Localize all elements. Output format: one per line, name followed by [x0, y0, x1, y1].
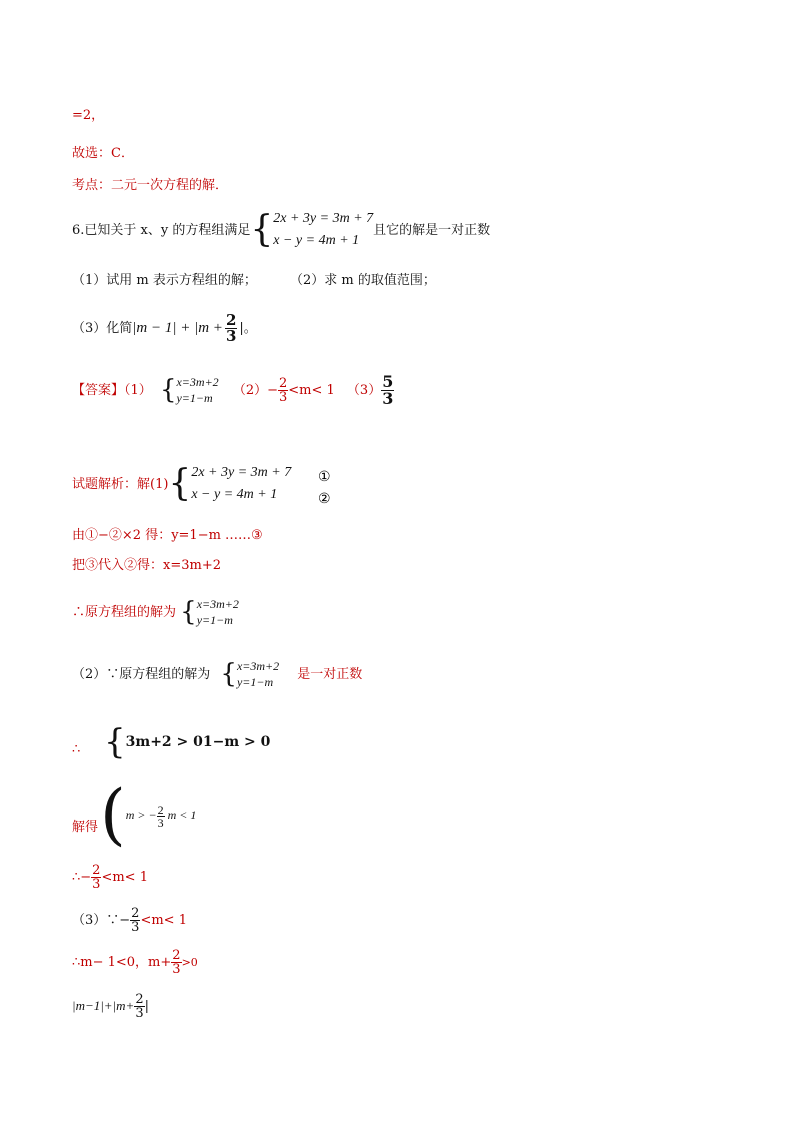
step-10-frac-d: 3 — [135, 1006, 144, 1021]
step-9-frac-d: 3 — [172, 962, 181, 977]
step-8-frac-n: 2 — [131, 906, 140, 921]
step-4-eq1: x=3m+2 — [236, 659, 280, 673]
step-4-eq2: y=1−m — [236, 675, 274, 689]
step-5-eq1: 3m+2 > 0 — [125, 733, 203, 750]
answer-2-range: <m< 1 — [288, 382, 335, 398]
question-6-eq2: x − y = 4m + 1 — [273, 233, 360, 248]
topic-line: 考点：二元一次方程的解． — [72, 178, 229, 193]
solution-eq1: 2x + 3y = 3m + 7 — [191, 465, 292, 480]
equation-markers — [318, 466, 331, 510]
step-8-frac-d: 3 — [131, 920, 140, 935]
choice-line: 故选：C． — [72, 146, 134, 161]
step-2: 把③代入②得：x=3m+2 — [72, 558, 221, 573]
step-9-end: >0 — [181, 956, 198, 969]
therefore-symbol: ∴ — [72, 742, 81, 757]
part3-expr: |m − 1| + |m + — [132, 320, 223, 336]
solution-prefix: 试题解析：解(1) — [72, 476, 169, 492]
step-1: 由①−②×2 得：y=1−m ……③ — [72, 528, 263, 543]
step-9 — [72, 945, 198, 981]
step-3 — [72, 594, 239, 630]
answer-3-frac-n: 5 — [382, 371, 394, 391]
step-8-prefix: （3）∵− — [72, 913, 131, 928]
question-6-part3 — [72, 308, 257, 348]
step-7-frac-d: 3 — [92, 877, 101, 892]
part2-text: （2）求 m 的取值范围； — [290, 273, 436, 288]
step-8 — [72, 903, 187, 939]
marker-2: ② — [318, 491, 331, 507]
step-10-text: |m−1|+|m+ — [72, 998, 135, 1013]
question-6-part1 — [72, 273, 257, 289]
step-6-frac-d: 3 — [157, 815, 164, 830]
step-6-system: (m > − $\frac{2}{3}$ m < 1 — [100, 776, 197, 853]
step-3-eq1: x=3m+2 — [196, 597, 239, 611]
question-6-system: { 2x + 3y = 3m + 7 x − y = 4m + 1 — [250, 209, 374, 250]
step-6-eq2: m < 1 — [167, 808, 197, 822]
answer-1-eq1: x=3m+2 — [176, 375, 219, 389]
question-6 — [72, 208, 490, 252]
question-6-part2 — [290, 273, 436, 289]
frac-denominator: 3 — [225, 327, 237, 345]
step-6-frac-n: 2 — [157, 802, 164, 817]
step-6-prefix: 解得 — [72, 820, 99, 835]
solution-intro — [72, 462, 291, 506]
step-4 — [72, 656, 362, 692]
step-9-frac-n: 2 — [172, 948, 181, 963]
answer-3-num: （3） — [346, 382, 382, 398]
step-6-eq1: m > − — [125, 808, 157, 822]
step-4-prefix: （2）∵原方程组的解为 — [72, 666, 211, 682]
step-5-eq2: 1−m > 0 — [202, 733, 271, 750]
step-10 — [72, 988, 149, 1024]
step-7 — [72, 860, 148, 896]
answer-3-frac-d: 3 — [382, 388, 394, 408]
solution-eq2: x − y = 4m + 1 — [191, 487, 278, 502]
step-5-system: {3m+2 > 01−m > 0 — [104, 722, 271, 762]
answer-line — [72, 368, 394, 412]
question-6-prefix: 6.已知关于 x、y 的方程组满足 — [72, 222, 251, 238]
step-4-system: { x=3m+2 y=1−m — [220, 659, 280, 689]
part3-end: |。 — [239, 321, 257, 336]
step-7-range: <m< 1 — [101, 870, 148, 885]
step-4-suffix: 是一对正数 — [297, 666, 363, 682]
step-3-system: { x=3m+2 y=1−m — [180, 597, 239, 627]
answer-2-num: （2）− — [232, 382, 278, 398]
question-6-eq1: 2x + 3y = 3m + 7 — [273, 211, 374, 226]
answer-1-system: { x=3m+2 y=1−m — [159, 375, 219, 405]
frac-numerator: 2 — [225, 311, 237, 329]
step-3-eq2: y=1−m — [196, 613, 233, 627]
step-8-range: <m< 1 — [140, 913, 187, 928]
solution-system: { 2x + 3y = 3m + 7 x − y = 4m + 1 — [168, 463, 292, 504]
answer-1-num: （1） — [124, 382, 152, 398]
step-10-frac-n: 2 — [135, 992, 144, 1007]
answer-label: 【答案】 — [72, 382, 125, 398]
step-9-text: ∴m− 1<0，m+ — [72, 955, 172, 970]
result-line: =2， — [72, 108, 105, 123]
question-6-suffix: 且它的解是一对正数 — [373, 222, 491, 238]
step-7-frac-n: 2 — [92, 863, 101, 878]
marker-1: ① — [318, 469, 331, 485]
answer-2-frac-d: 3 — [278, 389, 288, 405]
part3-prefix: （3）化简 — [72, 321, 133, 336]
step-10-end: | — [144, 999, 149, 1014]
answer-1-eq2: y=1−m — [176, 391, 213, 405]
answer-2-frac-n: 2 — [278, 375, 288, 391]
step-7-prefix: ∴− — [72, 870, 92, 885]
step-3-prefix: ∴原方程组的解为 — [72, 604, 177, 620]
part1-text: （1）试用 m 表示方程组的解； — [72, 273, 257, 288]
